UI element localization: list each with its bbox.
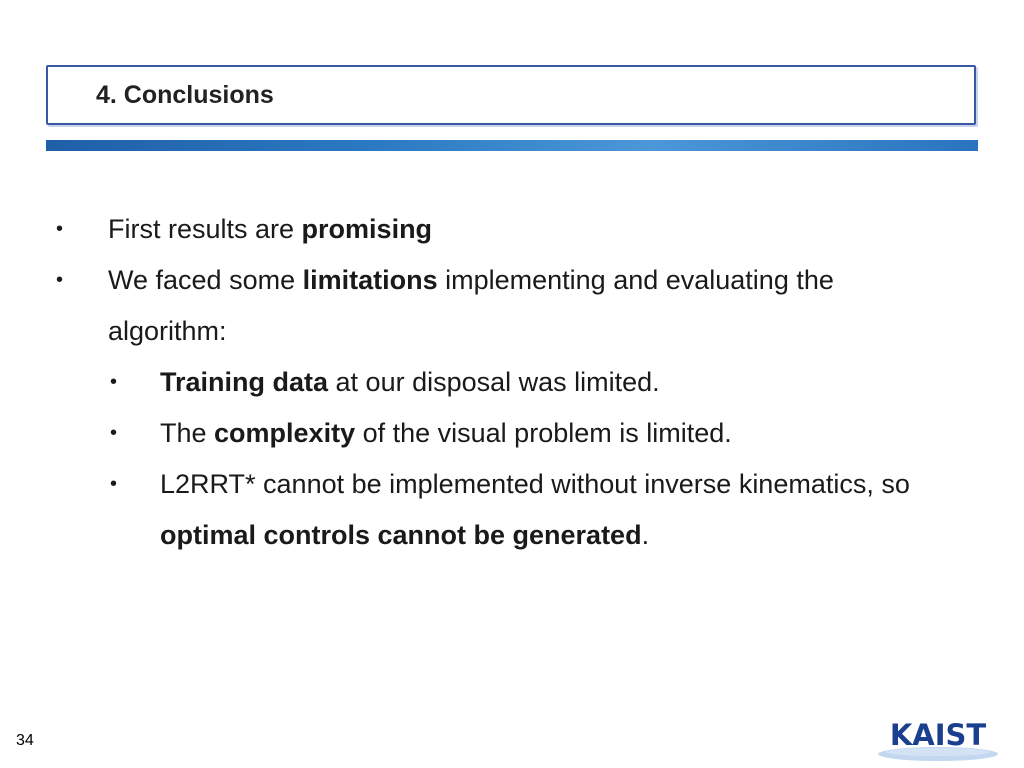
sub-bullet-marker: • bbox=[110, 371, 118, 393]
sub-bullet-2 bbox=[160, 408, 732, 459]
bullet-2-text-end: implementing and evaluating the bbox=[437, 265, 834, 295]
title-box bbox=[46, 65, 976, 125]
kaist-logo bbox=[876, 716, 1002, 764]
bullet-1-text: First results are bbox=[108, 214, 302, 244]
sub-bullet-1 bbox=[160, 357, 660, 408]
bullet-2-bold: limitations bbox=[302, 265, 438, 295]
sub-bullet-marker: • bbox=[110, 473, 118, 495]
bullet-marker: • bbox=[56, 218, 64, 240]
bullet-1 bbox=[108, 204, 432, 255]
bullet-2-text-start: We faced some bbox=[108, 265, 303, 295]
sub-bullet-marker: • bbox=[110, 422, 118, 444]
logo-text: KAIST bbox=[889, 718, 987, 752]
bullet-marker: • bbox=[56, 269, 64, 291]
page-number: 34 bbox=[16, 732, 34, 749]
sub-bullet-1-bold: Training data bbox=[160, 367, 329, 397]
sub-bullet-2-text-start: The bbox=[160, 418, 215, 448]
sub-bullet-1-text: at our disposal was limited. bbox=[328, 367, 660, 397]
bullet-2-continuation: algorithm: bbox=[108, 316, 227, 346]
sub-bullet-2-text-end: of the visual problem is limited. bbox=[355, 418, 732, 448]
sub-bullet-3: L2RRT* cannot be implemented without inverse kinematics, so bbox=[160, 469, 910, 499]
bullet-1-bold: promising bbox=[301, 214, 433, 244]
bullet-2 bbox=[108, 255, 834, 306]
slide-title: 4. Conclusions bbox=[96, 81, 274, 109]
sub-bullet-3-bold: optimal controls cannot be generated bbox=[160, 520, 642, 550]
title-underline-bar bbox=[46, 140, 978, 151]
sub-bullet-3-period: . bbox=[641, 520, 650, 550]
sub-bullet-2-bold: complexity bbox=[214, 418, 356, 448]
sub-bullet-3-continuation bbox=[160, 510, 649, 561]
